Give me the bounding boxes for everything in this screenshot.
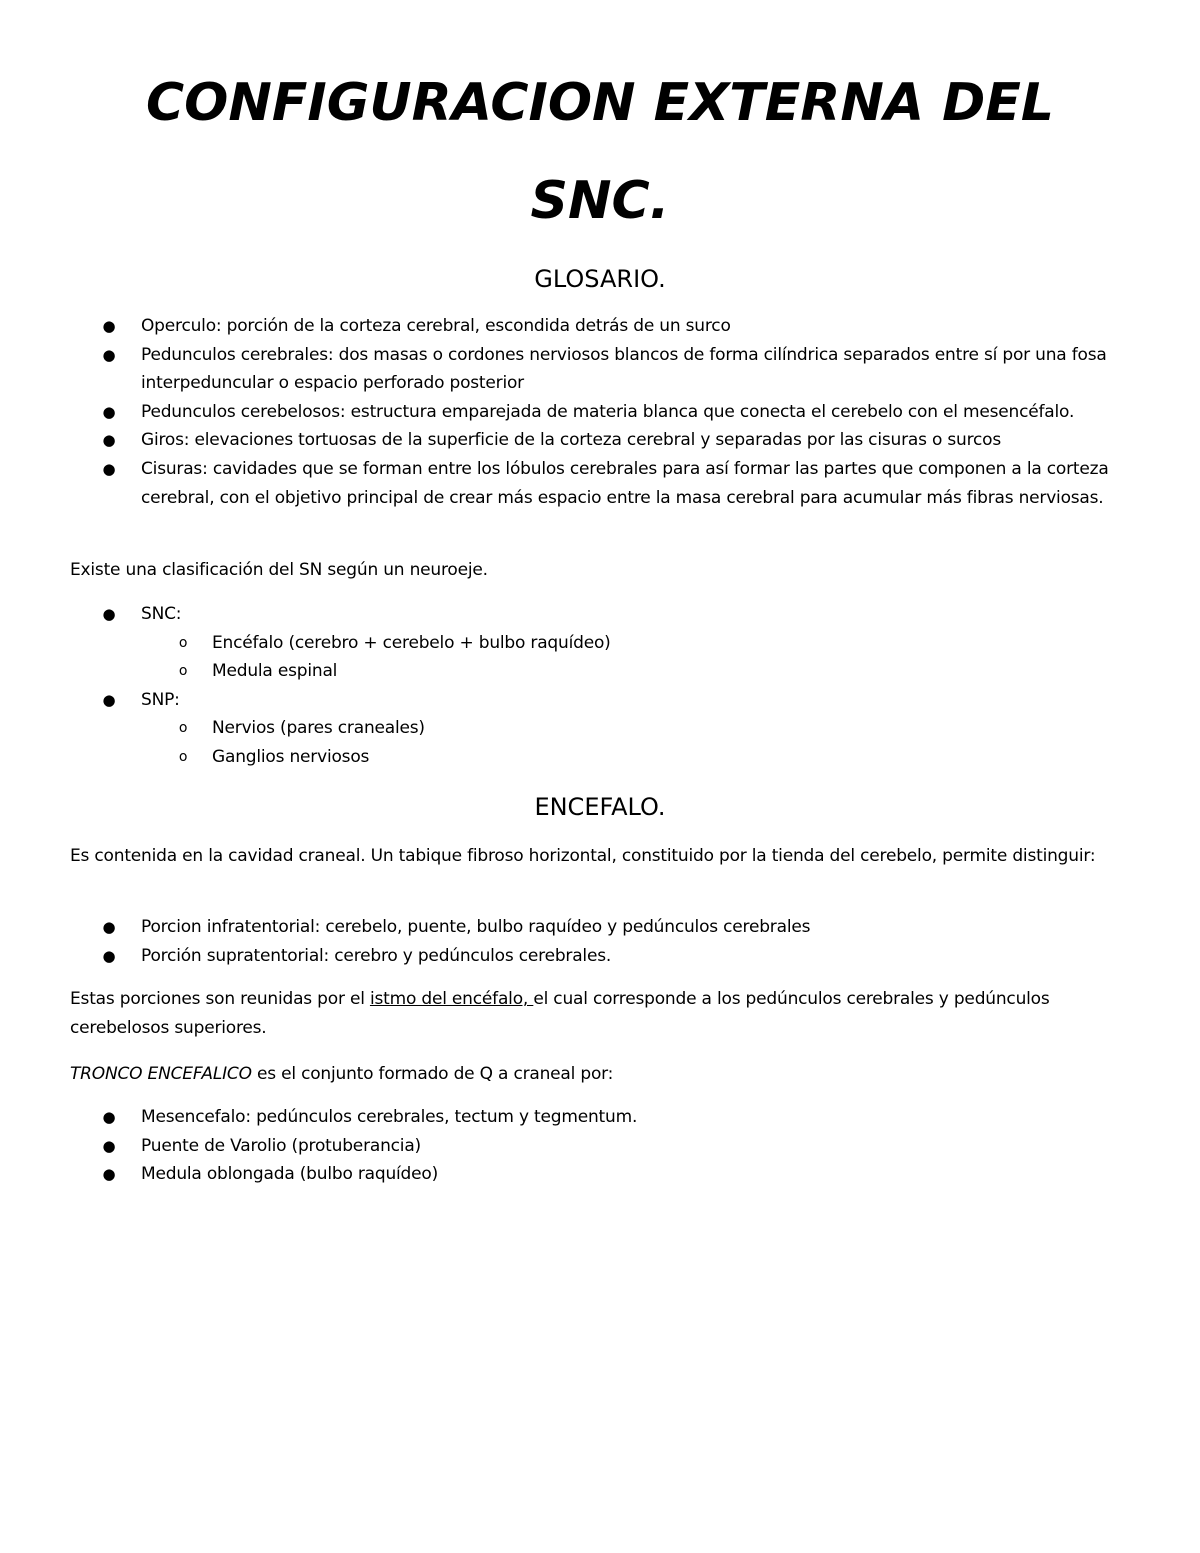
encefalo-intro: Es contenida en la cavidad craneal. Un tabique fibroso horizontal, constituido por la tienda del cerebelo, permite distinguir: bbox=[70, 846, 1096, 866]
glosario-list bbox=[0, 312, 1130, 512]
encefalo-item-text: Porcion infratentorial: cerebelo, puente, bulbo raquídeo y pedúnculos cerebrales bbox=[141, 917, 811, 937]
glosario-heading: GLOSARIO. bbox=[534, 265, 666, 293]
list-item bbox=[0, 686, 1130, 772]
clasificacion-list bbox=[0, 600, 1130, 772]
clasificacion-group-label: SNP: bbox=[141, 689, 180, 710]
list-item bbox=[0, 1103, 1130, 1132]
clasificacion-intro: Existe una clasificación del SN según un neuroeje. bbox=[70, 560, 488, 580]
list-item bbox=[0, 1132, 1130, 1161]
bullet-icon: ● bbox=[102, 345, 116, 364]
tronco-text: es el conjunto formado de Q a craneal por: bbox=[251, 1064, 614, 1084]
tronco-item-text: Mesencefalo: pedúnculos cerebrales, tectum y tegmentum. bbox=[141, 1107, 638, 1127]
list-item bbox=[0, 913, 1130, 942]
istmo-paragraph bbox=[70, 985, 1130, 1042]
circle-bullet-icon: o bbox=[178, 663, 188, 680]
glosario-item-text: Pedunculos cerebrales: dos masas o cordones nerviosos blancos de forma cilíndrica separados entre sí por una fosa interpeduncular o espacio perforado posterior bbox=[141, 344, 1107, 394]
bullet-icon: ● bbox=[102, 1136, 116, 1155]
circle-bullet-icon: o bbox=[178, 720, 188, 737]
bullet-icon: ● bbox=[102, 1108, 116, 1126]
bullet-icon: ● bbox=[102, 402, 116, 421]
list-item bbox=[0, 942, 1130, 971]
sub-item-text: Nervios (pares craneales) bbox=[212, 718, 425, 739]
list-item bbox=[0, 600, 1130, 686]
glosario-item-text: Operculo: porción de la corteza cerebral, escondida detrás de un surco bbox=[141, 316, 731, 336]
bullet-icon: ● bbox=[102, 946, 116, 965]
tronco-term: TRONCO ENCEFALICO bbox=[70, 1064, 252, 1084]
bullet-icon: ● bbox=[102, 317, 116, 335]
istmo-underlined-term: istmo del encéfalo, bbox=[369, 989, 534, 1009]
list-item bbox=[0, 312, 1130, 341]
glosario-item-text: Giros: elevaciones tortuosas de la superficie de la corteza cerebral y separadas por las cisuras o surcos bbox=[141, 430, 1002, 451]
bullet-icon: ● bbox=[102, 431, 116, 450]
encefalo-list bbox=[0, 913, 1130, 970]
sub-list-item bbox=[0, 714, 1130, 743]
clasificacion-group-label: SNC: bbox=[141, 604, 182, 624]
sub-list-item bbox=[0, 743, 1130, 772]
encefalo-heading: ENCEFALO. bbox=[534, 793, 666, 821]
bullet-icon: ● bbox=[102, 918, 116, 936]
bullet-icon: ● bbox=[102, 1165, 116, 1184]
circle-bullet-icon: o bbox=[178, 748, 188, 765]
sub-list bbox=[141, 714, 1130, 771]
list-item bbox=[0, 455, 1130, 512]
encefalo-item-text: Porción supratentorial: cerebro y pedúnculos cerebrales. bbox=[141, 945, 612, 966]
sub-list-item bbox=[0, 629, 1130, 658]
document-title-line-2: SNC. bbox=[530, 171, 670, 231]
sub-item-text: Medula espinal bbox=[212, 661, 338, 682]
sub-list bbox=[141, 629, 1130, 686]
list-item bbox=[0, 1160, 1130, 1189]
list-item bbox=[0, 341, 1130, 398]
tronco-list bbox=[0, 1103, 1130, 1189]
list-item bbox=[0, 426, 1130, 455]
istmo-text-before: Estas porciones son reunidas por el bbox=[70, 989, 370, 1009]
istmo-text-after: el cual corresponde a los pedúnculos cerebrales y pedúnculos cerebelosos superiores. bbox=[70, 989, 1050, 1038]
tronco-paragraph bbox=[70, 1060, 1130, 1089]
glosario-item-text: Pedunculos cerebelosos: estructura emparejada de materia blanca que conecta el cerebelo con el mesencéfalo. bbox=[141, 401, 1075, 422]
document-title-line-1: CONFIGURACION EXTERNA DEL bbox=[145, 73, 1055, 133]
list-item bbox=[0, 398, 1130, 427]
sub-list-item bbox=[0, 657, 1130, 686]
bullet-icon: ● bbox=[102, 690, 116, 709]
tronco-item-text: Puente de Varolio (protuberancia) bbox=[141, 1135, 421, 1156]
tronco-item-text: Medula oblongada (bulbo raquídeo) bbox=[141, 1164, 439, 1185]
bullet-icon: ● bbox=[102, 605, 116, 623]
sub-item-text: Ganglios nerviosos bbox=[212, 746, 370, 767]
glosario-item-text: Cisuras: cavidades que se forman entre los lóbulos cerebrales para así formar las partes que componen a la corteza cerebral, con el objetivo principal de crear más espacio entre la masa cerebral para acumular más fibras nerviosas. bbox=[141, 458, 1109, 508]
sub-item-text: Encéfalo (cerebro + cerebelo + bulbo raquídeo) bbox=[212, 632, 611, 653]
bullet-icon: ● bbox=[102, 459, 116, 478]
circle-bullet-icon: o bbox=[178, 634, 188, 651]
